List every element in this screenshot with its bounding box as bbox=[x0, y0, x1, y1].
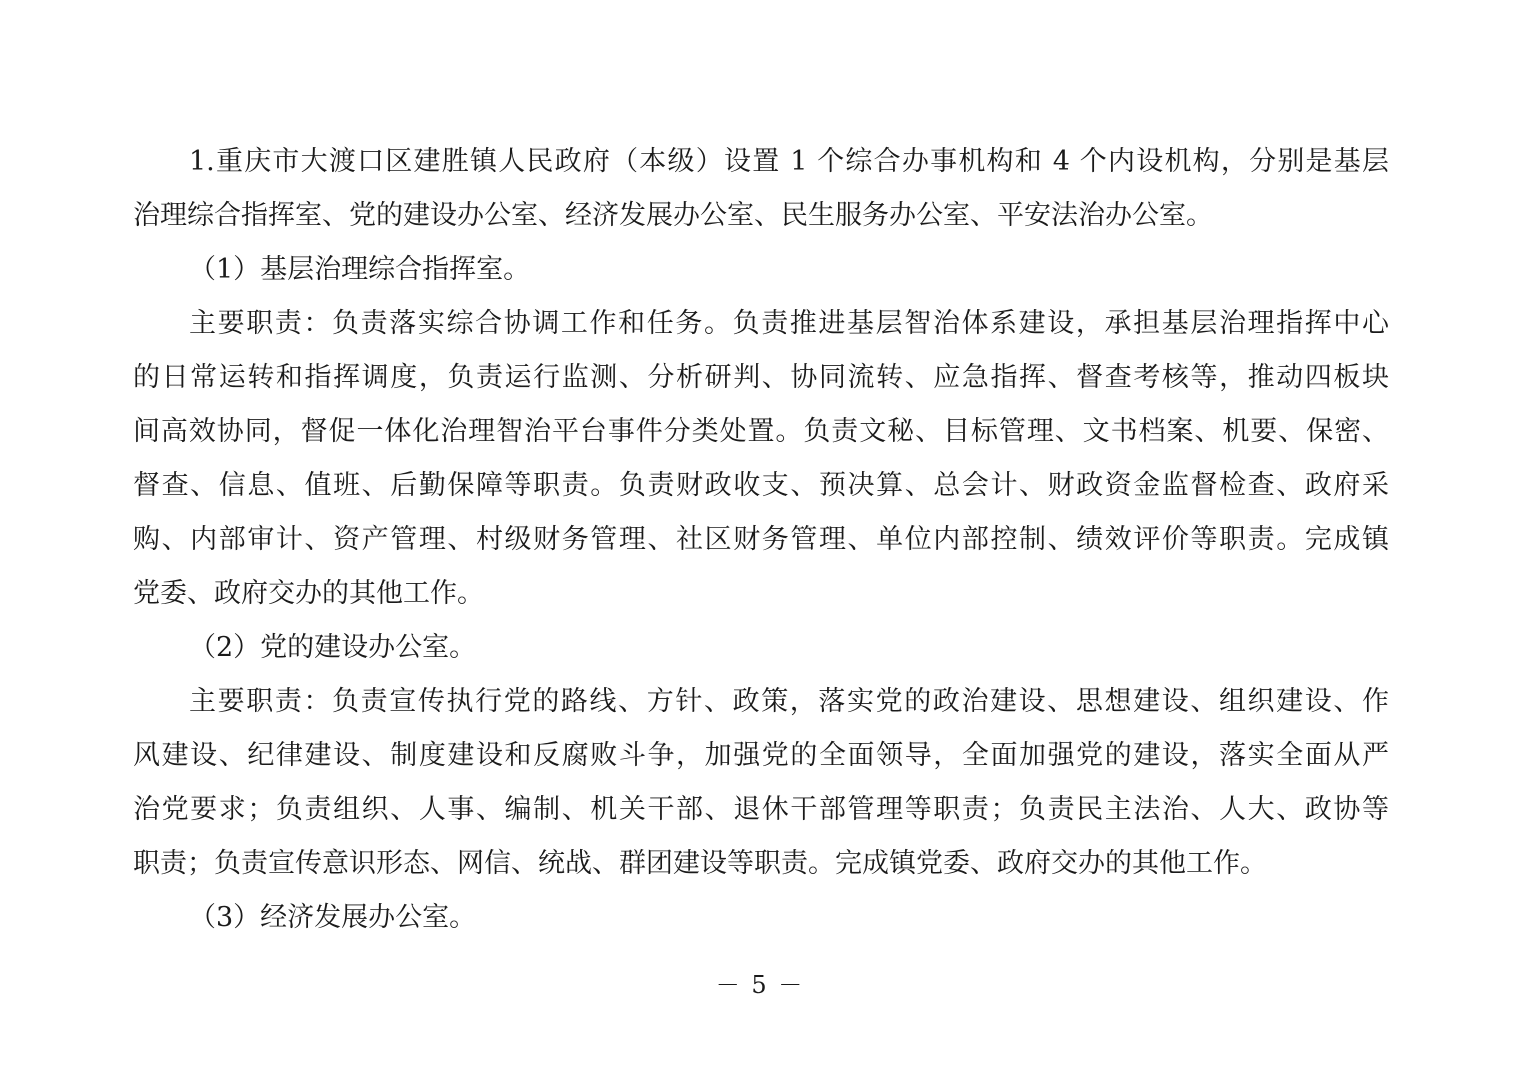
intro-paragraph-line-1: 1.重庆市大渡口区建胜镇人民政府（本级）设置 1 个综合办事机构和 4 个内设机构，分别是基层 bbox=[189, 146, 1389, 177]
office1-duties-line-3: 间高效协同，督促一体化治理智治平台事件分类处置。负责文秘、目标管理、文书档案、机要、保密、 bbox=[133, 416, 1389, 447]
office1-heading: （1）基层治理综合指挥室。 bbox=[189, 254, 531, 285]
office2-duties-line-2: 风建设、纪律建设、制度建设和反腐败斗争，加强党的全面领导，全面加强党的建设，落实全面从严 bbox=[133, 740, 1389, 771]
office1-duties-line-2: 的日常运转和指挥调度，负责运行监测、分析研判、协同流转、应急指挥、督查考核等，推动四板块 bbox=[133, 362, 1389, 393]
office2-duties-line-4: 职责；负责宣传意识形态、网信、统战、群团建设等职责。完成镇党委、政府交办的其他工作。 bbox=[133, 848, 1267, 879]
office1-duties-line-6: 党委、政府交办的其他工作。 bbox=[133, 578, 484, 609]
office1-duties-line-1: 主要职责：负责落实综合协调工作和任务。负责推进基层智治体系建设，承担基层治理指挥中心 bbox=[189, 308, 1389, 339]
office2-duties-line-1: 主要职责：负责宣传执行党的路线、方针、政策，落实党的政治建设、思想建设、组织建设、作 bbox=[189, 686, 1389, 717]
office1-duties-line-5: 购、内部审计、资产管理、村级财务管理、社区财务管理、单位内部控制、绩效评价等职责。完成镇 bbox=[133, 524, 1389, 555]
intro-paragraph-line-2: 治理综合指挥室、党的建设办公室、经济发展办公室、民生服务办公室、平安法治办公室。 bbox=[133, 200, 1213, 231]
page-number: － 5 － bbox=[715, 971, 805, 999]
office1-duties-line-4: 督查、信息、值班、后勤保障等职责。负责财政收支、预决算、总会计、财政资金监督检查、政府采 bbox=[133, 470, 1389, 501]
office3-heading: （3）经济发展办公室。 bbox=[189, 902, 477, 933]
office2-duties-line-3: 治党要求；负责组织、人事、编制、机关干部、退休干部管理等职责；负责民主法治、人大、政协等 bbox=[133, 794, 1389, 825]
office2-heading: （2）党的建设办公室。 bbox=[189, 632, 477, 663]
